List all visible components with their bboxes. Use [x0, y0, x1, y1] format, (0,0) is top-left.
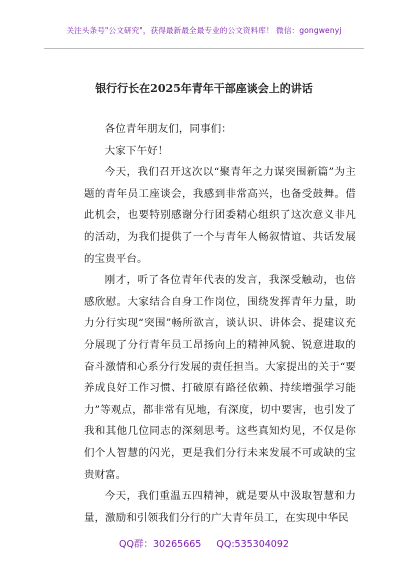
- header-divider: [44, 48, 364, 49]
- paragraph-feedback: 刚才，听了各位青年代表的发言，我深受触动，也倍感欣慰。大家结合自身工作岗位，围绕发挥青年力量，助力分行实现“突围”畅所欲言，谈认识、讲体会、提建议充分展现了分行青年员工昂扬向上的精神风貌、锐意进取的奋斗激情和心系分行发展的责任担当。大家提出的关于“要养成良好工作习惯、打破原有路径依赖、持续增强学习能力”等观点，都非常有见地，有深度，切中要害，也引发了我和其他几位同志的深刻思考。这些真知灼见，不仅是你们个人智慧的闪光，更是我们分行未来发展不可或缺的宝贵财富。: [84, 274, 356, 481]
- footer-qq-number: QQ:535304092: [216, 539, 289, 550]
- document-title: 银行行长在2025年青年干部座谈会上的讲话: [95, 82, 313, 95]
- footer-qq-group: QQ群：30265665: [119, 539, 202, 550]
- greeting: 大家下午好！: [104, 144, 169, 157]
- salutation: 各位青年朋友们，同事们：: [104, 123, 232, 135]
- header-banner: 关注头条号"公文研究"，获得最新最全最专业的公文资料库！ 微信：gongwenyj: [66, 26, 342, 35]
- document-body: [84, 119, 356, 529]
- paragraph-opening: 今天，我们召开这次以“聚青年之力谋突围新篇”为主题的青年员工座谈会，我感到非常高兴，也备受鼓舞。借此机会，也要特别感谢分行团委精心组织了这次意义非凡的活动，为我们提供了一个与青年人畅叙情谊、共话发展的宝贵平台。: [84, 166, 356, 265]
- footer-contact: [0, 536, 408, 550]
- paragraph-may-fourth: 今天，我们重温五四精神，就是要从中汲取智慧和力量，激励和引领我们分行的广大青年员工，在实现中华民: [84, 490, 356, 524]
